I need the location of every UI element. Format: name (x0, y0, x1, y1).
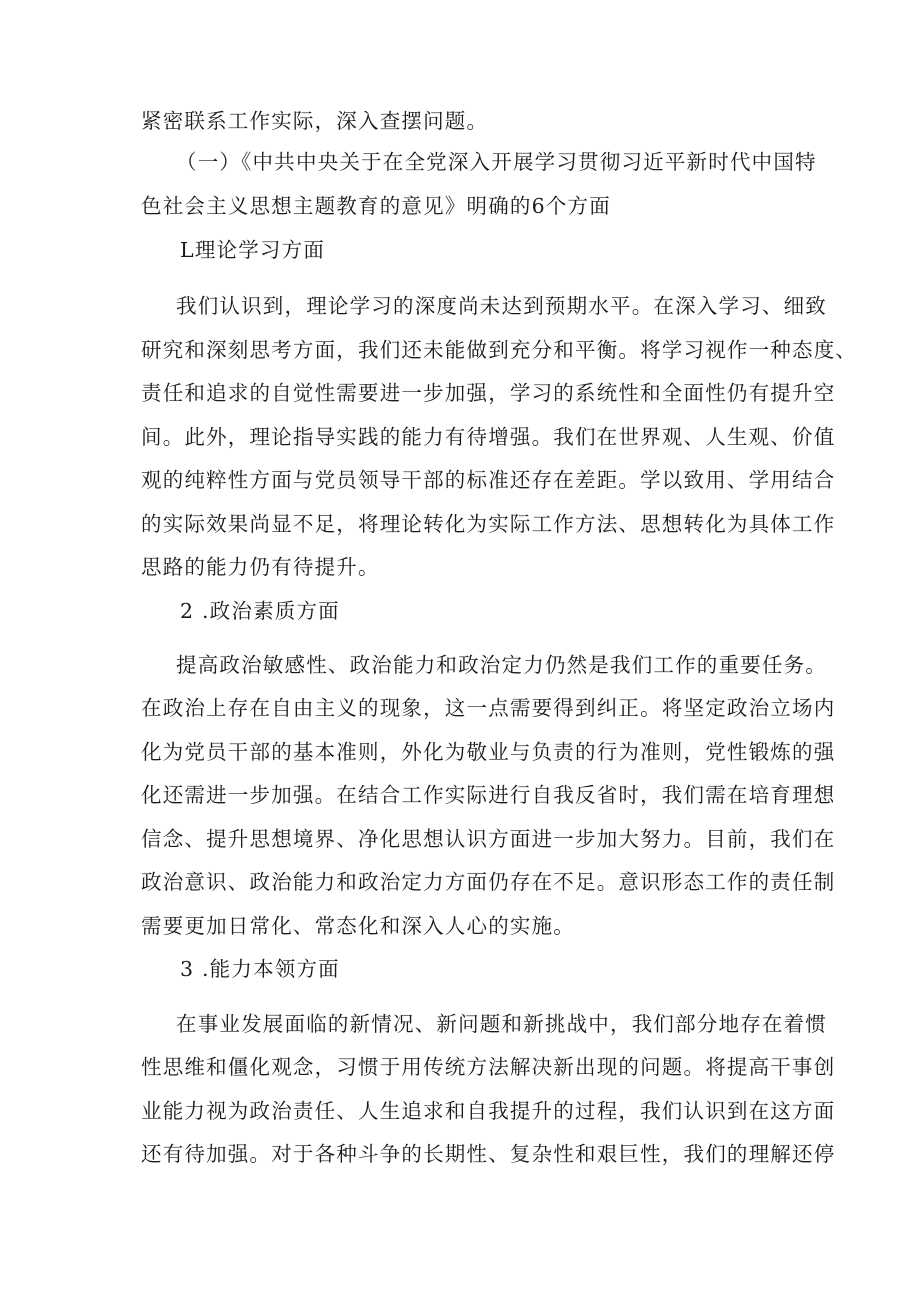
section-heading-line-1: （一）《中共中央关于在全党深入开展学习贯彻习近平新时代中国特 (176, 150, 817, 174)
item-3-paragraph-line: 性思维和僵化观念，习惯于用传统方法解决新出现的问题。将提高干事创 (141, 1055, 836, 1079)
item-3-paragraph-line: 还有待加强。对于各种斗争的长期性、复杂性和艰巨性，我们的理解还停 (141, 1142, 836, 1166)
item-2-paragraph-line: 提高政治敏感性、政治能力和政治定力仍然是我们工作的重要任务。 (176, 653, 827, 677)
item-1-paragraph-line: 观的纯粹性方面与党员领导干部的标准还存在差距。学以致用、学用结合 (141, 468, 836, 492)
item-1-paragraph-line: 责任和追求的自觉性需要进一步加强，学习的系统性和全面性仍有提升空 (141, 381, 836, 405)
item-3-paragraph-line: 在事业发展面临的新情况、新问题和新挑战中，我们部分地存在着惯 (176, 1012, 827, 1036)
item-2-paragraph-line: 政治意识、政治能力和政治定力方面仍存在不足。意识形态工作的责任制 (141, 870, 836, 894)
item-1-paragraph-line: 我们认识到，理论学习的深度尚未达到预期水平。在深入学习、细致 (176, 294, 827, 318)
section-heading-line-2: 色社会主义思想主题教育的意见》明确的6个方面 (141, 194, 611, 218)
item-3-heading: 3 .能力本领方面 (180, 957, 340, 981)
item-2-paragraph-line: 化还需进一步加强。在结合工作实际进行自我反省时，我们需在培育理想 (141, 783, 836, 807)
item-1-paragraph-line: 的实际效果尚显不足，将理论转化为实际工作方法、思想转化为具体工作 (141, 512, 836, 536)
item-1-heading: L理论学习方面 (180, 238, 326, 262)
item-2-paragraph-line: 在政治上存在自由主义的现象，这一点需要得到纠正。将坚定政治立场内 (141, 696, 836, 720)
item-2-paragraph-line: 需要更加日常化、常态化和深入人心的实施。 (141, 914, 575, 938)
item-1-paragraph-line: 研究和深刻思考方面，我们还未能做到充分和平衡。将学习视作一种态度、 (141, 338, 858, 362)
item-3-paragraph-line: 业能力视为政治责任、人生追求和自我提升的过程，我们认识到在这方面 (141, 1099, 836, 1123)
item-2-paragraph-line: 信念、提升思想境界、净化思想认识方面进一步加大努力。目前，我们在 (141, 827, 836, 851)
intro-text-line: 紧密联系工作实际，深入查摆问题。 (141, 109, 489, 133)
item-1-paragraph-line: 思路的能力仍有待提升。 (141, 555, 380, 579)
item-2-paragraph-line: 化为党员干部的基本准则，外化为敬业与负责的行为准则，党性锻炼的强 (141, 740, 836, 764)
item-2-heading: 2 .政治素质方面 (180, 599, 340, 623)
item-1-paragraph-line: 间。此外，理论指导实践的能力有待增强。我们在世界观、人生观、价值 (141, 425, 836, 449)
